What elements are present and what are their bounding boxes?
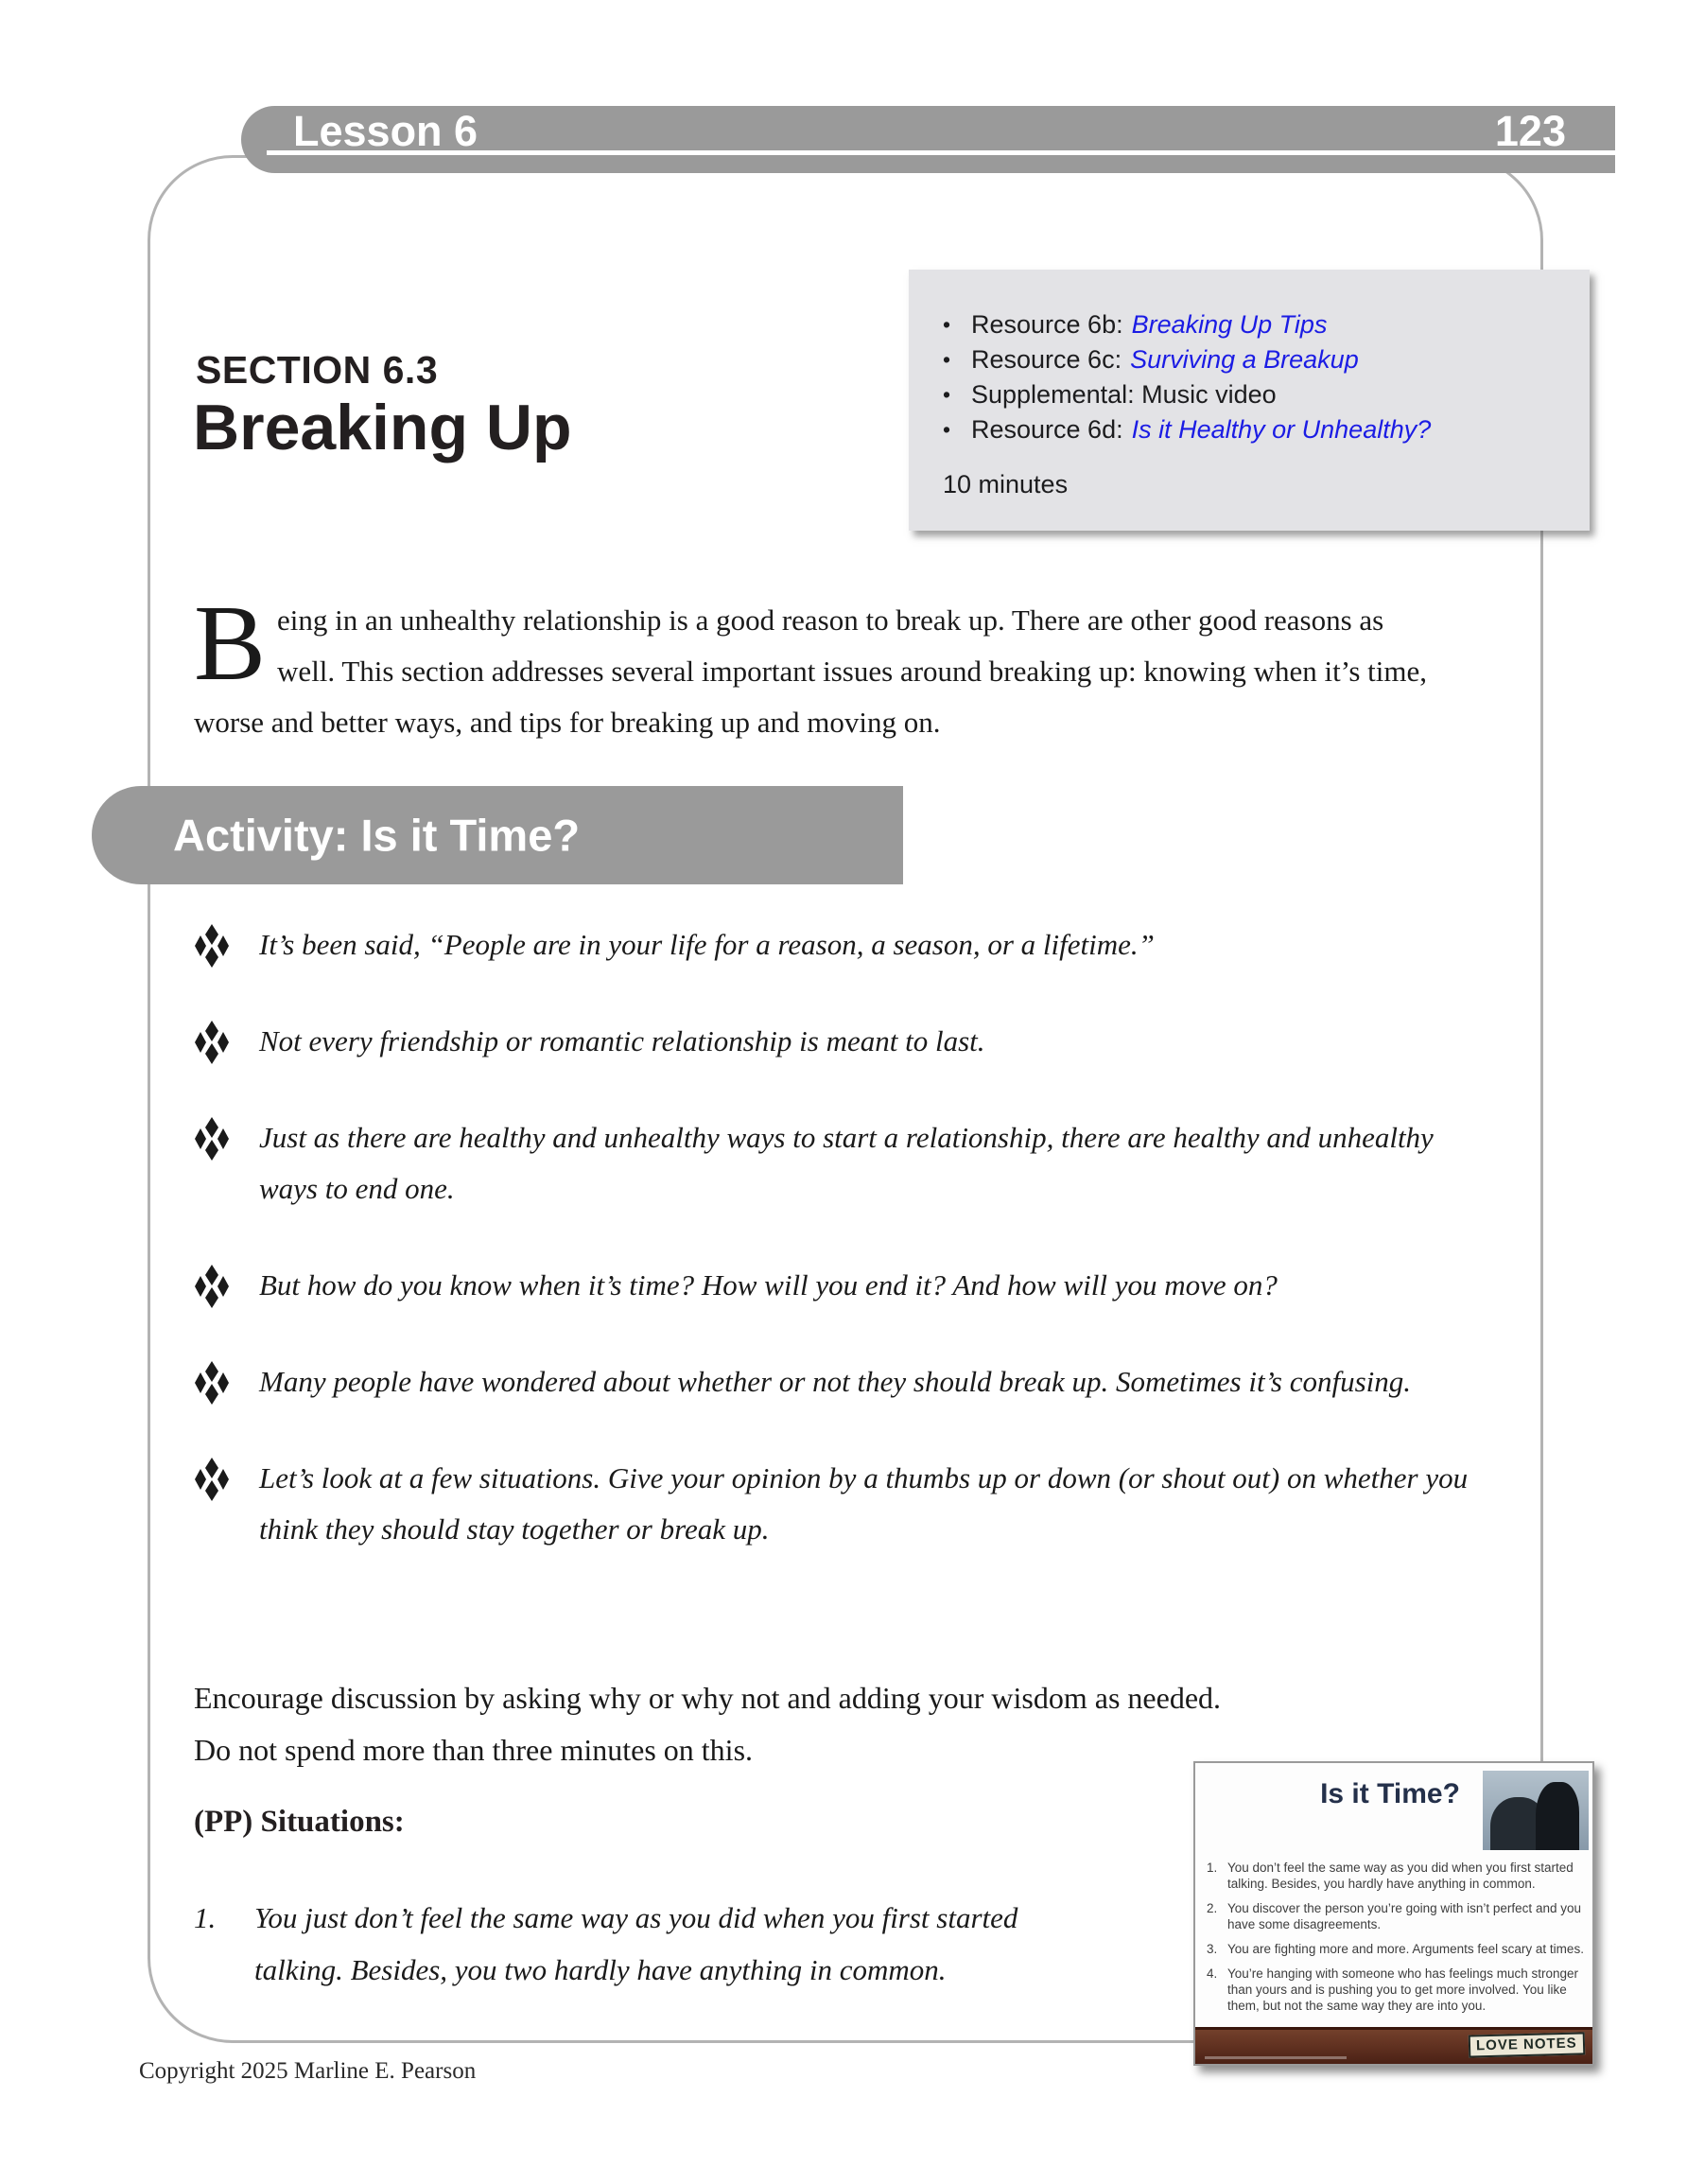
activity-bullet [193,1453,1498,1555]
bullet-text: But how do you know when it’s time? How will you end it? And how will you move on? [259,1268,1278,1302]
slide-item-text: You are fighting more and more. Arguments feel scary at times. [1227,1942,1584,1956]
slide-footer-sheen [1205,2056,1347,2059]
resource-label: Resource 6c: [971,345,1122,374]
activity-bullet [193,1356,1498,1407]
lesson-title: Lesson 6 [293,107,478,155]
bullet-text: It’s been said, “People are in your life for a reason, a season, or a lifetime.” [259,928,1155,961]
activity-title: Activity: Is it Time? [173,810,581,861]
resource-label: Supplemental: Music video [971,380,1277,409]
activity-banner [92,786,903,884]
bullet-dot-icon: • [943,417,951,442]
facilitator-note-line: Encourage discussion by asking why or why not and adding your wisdom as needed. [194,1681,1222,1715]
resource-label: Resource 6b: [971,310,1123,339]
bullet-dot-icon: • [943,347,951,372]
couple-photo [1483,1771,1589,1850]
copyright-text: Copyright 2025 Marline E. Pearson [139,2058,477,2084]
section-title: Breaking Up [193,392,572,463]
slide-item-number: 1. [1207,1861,1218,1875]
four-diamond-bullet-icon [193,924,231,968]
activity-bullet [193,919,1498,970]
slide-item-text: You don’t feel the same way as you did when you first started talking. Besides, you hardly have anything in common. [1227,1861,1574,1891]
bullet-text: Many people have wondered about whether or not they should break up. Sometimes it’s confusing. [259,1365,1411,1398]
slide-item-text: You’re hanging with someone who has feelings much stronger than yours and is pushing you to get more involved. You like them, but not the same way they are into you. [1227,1966,1578,2013]
resource-item [943,412,1569,447]
four-diamond-bullet-icon [193,1117,231,1161]
slide-thumbnail[interactable] [1193,1761,1594,2066]
activity-bullet [193,1016,1498,1067]
slide-list [1207,1860,1587,2022]
activity-bullet [193,1112,1498,1214]
slide-list-item [1207,1900,1587,1932]
bullet-text: Let’s look at a few situations. Give your opinion by a thumbs up or down (or shout out) on whether you think they should stay together or break up. [259,1461,1469,1546]
bullet-text: Not every friendship or romantic relationship is meant to last. [259,1024,985,1057]
love-notes-logo: LOVE NOTES [1469,2032,1585,2057]
drop-cap: B [194,583,267,703]
situation-number: 1. [194,1901,217,1934]
slide-list-item [1207,1941,1587,1957]
slide-footer-bar [1195,2027,1592,2064]
bullet-dot-icon: • [943,312,951,337]
intro-text: eing in an unhealthy relationship is a good reason to break up. There are other good reasons as well. This section addresses several important issues around breaking up: knowing when it’s time, worse and better ways, and tips for breaking up and moving on. [194,603,1427,739]
four-diamond-bullet-icon [193,1458,231,1501]
slide-item-number: 4. [1207,1966,1218,1981]
activity-bullet [193,1260,1498,1311]
duration-text: 10 minutes [943,470,1069,498]
resource-link[interactable]: Surviving a Breakup [1130,345,1359,374]
resource-item [943,342,1569,377]
situation-text: You just don’t feel the same way as you did when you first started talking. Besides, you two hardly have anything in common. [254,1901,1018,1986]
slide-item-text: You discover the person you’re going with isn’t perfect and you have some disagreements. [1227,1901,1581,1931]
resource-link[interactable]: Breaking Up Tips [1131,310,1328,339]
lesson-header-bar [241,106,1615,173]
resource-label: Resource 6d: [971,415,1123,444]
bullet-dot-icon: • [943,382,951,407]
four-diamond-bullet-icon [193,1021,231,1064]
resource-box [909,270,1590,531]
resource-item [943,377,1569,412]
four-diamond-bullet-icon [193,1361,231,1405]
slide-item-number: 3. [1207,1942,1218,1956]
photo-figure-right [1536,1782,1579,1850]
activity-bullet-list [193,919,1498,1600]
section-kicker: SECTION 6.3 [196,348,439,392]
slide-title: Is it Time? [1320,1778,1460,1809]
resource-item [943,307,1569,342]
page-number: 123 [1494,107,1566,155]
slide-list-item [1207,1966,1587,2014]
resource-link[interactable]: Is it Healthy or Unhealthy? [1131,415,1432,444]
slide-item-number: 2. [1207,1901,1218,1915]
bullet-text: Just as there are healthy and unhealthy ways to start a relationship, there are healthy and unhealthy ways to end one. [259,1121,1434,1205]
pp-situations-label: (PP) Situations: [194,1805,405,1839]
four-diamond-bullet-icon [193,1265,231,1308]
slide-list-item [1207,1860,1587,1892]
facilitator-note-line: Do not spend more than three minutes on this. [194,1733,754,1767]
